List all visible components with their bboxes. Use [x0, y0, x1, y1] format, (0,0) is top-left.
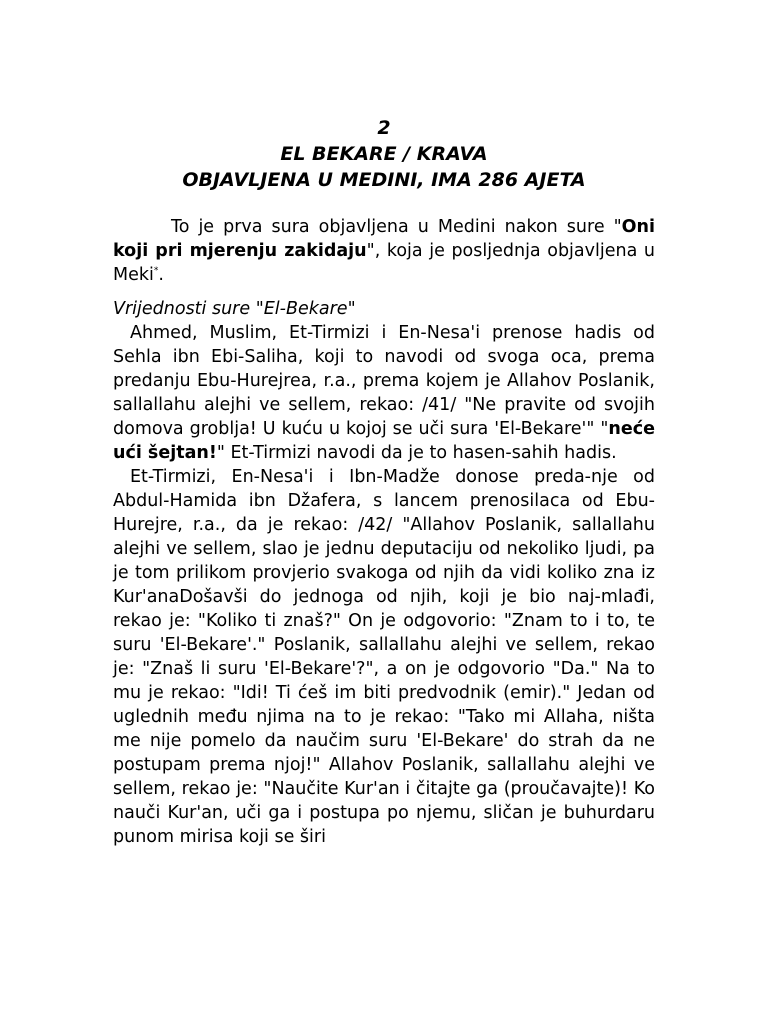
chapter-heading — [113, 115, 655, 193]
chapter-subtitle: OBJAVLJENA U MEDINI, IMA 286 AJETA — [182, 169, 586, 191]
intro-bold-sura-name: Oni koji pri mjerenju zakidaju — [113, 217, 655, 261]
chapter-title: EL BEKARE / KRAVA — [280, 143, 488, 165]
paragraph-1-text-1: Ahmed, Muslim, Et-Tirmizi i En-Nesa'i prenose hadis od Sehla ibn Ebi-Saliha, koji to navodi od svoga oca, prema predanju Ebu-Hurejrea, r.a., prema kojem je Allahov Poslanik, sallallahu alejhi ve sellem, rekao: /41/ "Ne pravite od svojih domova groblja! U kuću u kojoj se uči sura 'El-Bekare'" " — [113, 323, 655, 439]
section-title: Vrijednosti sure "El-Bekare" — [113, 299, 356, 319]
intro-paragraph — [113, 215, 655, 287]
document-page — [113, 115, 655, 849]
body-paragraph-1 — [113, 321, 655, 465]
paragraph-1-bold-quote: neće ući šejtan! — [113, 419, 655, 463]
body-paragraph-2: Et-Tirmizi, En-Nesa'i i Ibn-Madže donose preda-nje od Abdul-Hamida ibn Džafera, s lancem prenosilaca od Ebu-Hurejre, r.a., da je rekao: /42/ "Allahov Poslanik, sallallahu alejhi ve sellem, slao je jednu deputaciju od nekoliko ljudi, pa je tom prilikom provjerio svakoga od njih da vidi koliko zna iz Kur'anaDošavši do jednoga od njih, koji je bio naj-mlađi, rekao je: "Koliko ti znaš?" On je odgovorio: "Znam to i to, te suru 'El-Bekare'." Poslanik, sallallahu alejhi ve sellem, rekao je: "Znaš li suru 'El-Bekare'?", a on je odgovorio "Da." Na to mu je rekao: "Idi! Ti ćeš im biti predvodnik (emir)." Jedan od uglednih među njima na to je rekao: "Tako mi Allaha, ništa me nije pomelo da naučim suru 'El-Bekare' do strah da ne postupam prema njoj!" Allahov Poslanik, sallallahu alejhi ve sellem, rekao je: "Naučite Kur'an i čitajte ga (proučavajte)! Ko nauči Kur'an, uči ga i postupa po njemu, sličan je buhurdaru punom mirisa koji se širi — [113, 467, 655, 847]
intro-text-2: ", koja je posljednja objavljena u Meki — [113, 241, 655, 285]
footnote-marker: * — [153, 266, 159, 277]
chapter-number: 2 — [377, 117, 391, 139]
intro-text-1: To je prva sura objavljena u Medini nakon sure " — [171, 217, 622, 237]
paragraph-1-text-2: " Et-Tirmizi navodi da je to hasen-sahih hadis. — [216, 443, 617, 463]
intro-text-3: . — [158, 265, 164, 285]
